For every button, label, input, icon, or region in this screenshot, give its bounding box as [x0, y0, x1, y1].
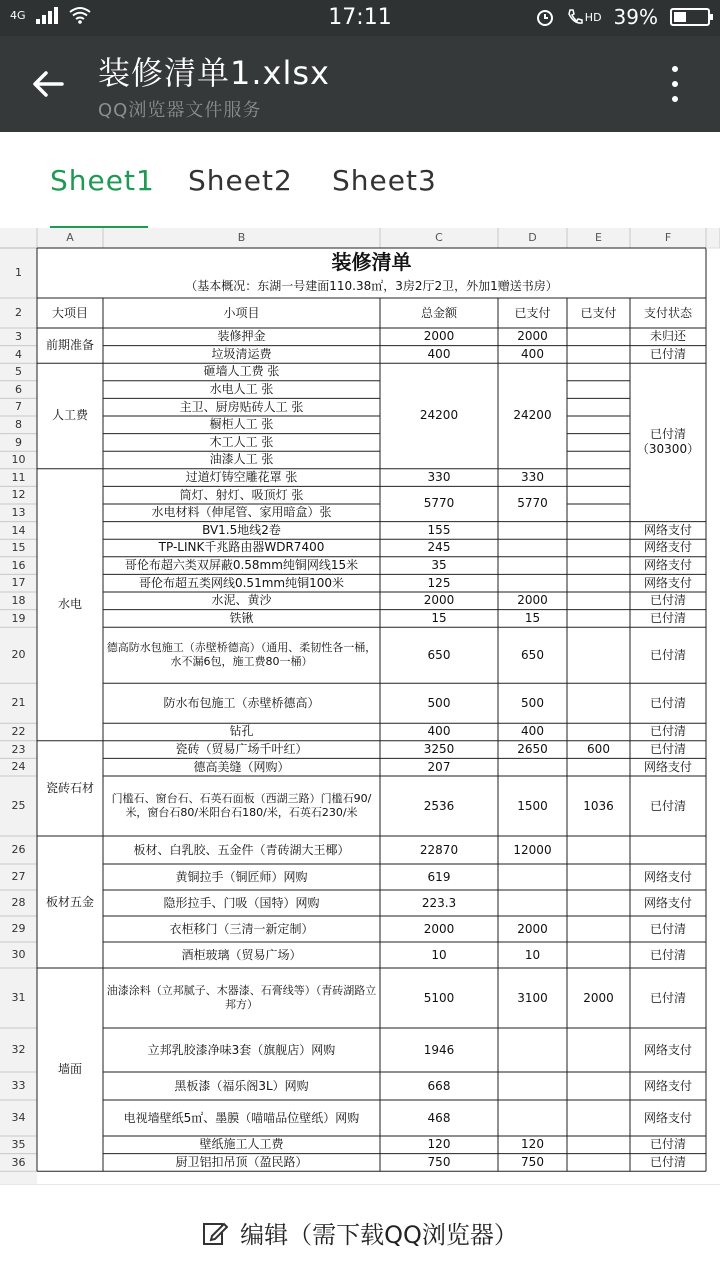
table-cell: 10 [431, 947, 447, 962]
table-cell: 已付清 [649, 798, 686, 813]
phone-icon [567, 8, 583, 26]
row-number: 19 [11, 611, 26, 625]
table-header-cell: 小项目 [223, 305, 260, 320]
row-number: 27 [11, 870, 26, 884]
network-type: 4G [10, 8, 26, 22]
table-cell: 水泥、黄沙 [211, 593, 272, 608]
row-number: 2 [15, 306, 22, 320]
table-cell: 650 [427, 647, 451, 662]
table-cell: 619 [427, 869, 451, 884]
table-cell: 2000 [517, 593, 548, 608]
row-number: 28 [11, 896, 26, 910]
table-cell: 10 [524, 947, 541, 962]
table-cell [567, 346, 630, 364]
file-service-subtitle: QQ浏览器文件服务 [98, 100, 262, 121]
table-cell: 水电人工 张 [209, 382, 274, 397]
battery-percent: 39% [613, 5, 658, 29]
table-cell: 已付清 [649, 724, 686, 739]
table-cell: 已付清 [649, 610, 686, 625]
table-cell [567, 592, 630, 610]
table-cell: 已付清 [649, 695, 686, 710]
table-cell [498, 574, 567, 592]
table-cell: 1500 [517, 798, 548, 813]
merged-cell: 24200 [419, 408, 459, 423]
table-cell [567, 723, 630, 741]
row-number: 33 [11, 1079, 26, 1093]
table-cell [498, 1028, 567, 1072]
table-cell: 2000 [583, 990, 614, 1005]
table-cell [567, 916, 630, 942]
table-cell [498, 890, 567, 916]
table-cell: 水电材料（伸尾管、家用暗盒）张 [151, 505, 332, 520]
table-cell [567, 627, 630, 683]
table-cell: 筒灯、射灯、吸顶灯 张 [179, 487, 304, 502]
sheet-title: 装修清单 [331, 249, 412, 274]
column-header: D [528, 231, 537, 245]
app-bar [0, 36, 720, 132]
table-cell: 35 [431, 558, 447, 573]
table-cell: 油漆涂料（立邦腻子、木器漆、石膏线等）（青砖湖路立邦方） [106, 984, 377, 1011]
row-number: 12 [11, 488, 26, 502]
table-cell: 5100 [423, 990, 455, 1005]
table-cell [567, 1028, 630, 1072]
row-number: 32 [11, 1043, 26, 1057]
clock: 17:11 [328, 5, 392, 30]
table-cell: 330 [521, 470, 544, 485]
edit-label: 编辑（需下载QQ浏览器） [240, 1221, 518, 1249]
table-cell: 主卫、厨房贴砖人工 张 [179, 399, 304, 414]
table-cell [567, 574, 630, 592]
table-cell: 酒柜玻璃（贸易广场） [181, 947, 302, 962]
table-cell: 瓷砖（贸易广场千叶红） [175, 742, 308, 757]
table-cell: 223.3 [421, 895, 457, 910]
table-cell: 德高防水包施工（赤壁桥德高）（通用、柔韧性各一桶，水不漏6包，施工费80一桶） [106, 641, 377, 669]
row-number: 35 [11, 1137, 26, 1151]
row-number: 15 [11, 541, 26, 555]
table-cell [567, 610, 630, 628]
category-cell: 水电 [57, 597, 82, 612]
table-cell: 钻孔 [229, 724, 254, 739]
table-cell: 壁纸施工人工费 [199, 1137, 284, 1152]
table-header-cell: 已支付 [514, 305, 551, 320]
table-cell [498, 539, 567, 557]
table-cell: 网络支付 [643, 869, 692, 884]
table-cell: 黑板漆（福乐阁3L）网购 [174, 1078, 309, 1093]
table-cell: 黄铜拉手（铜匠师）网购 [175, 869, 308, 884]
table-cell [630, 836, 706, 864]
table-cell: 铁锹 [229, 610, 254, 625]
table-cell: 15 [524, 610, 541, 625]
row-number: 26 [11, 843, 26, 857]
table-cell: 防水布包施工（赤壁桥德高） [163, 695, 320, 710]
row-number: 6 [15, 382, 22, 396]
table-cell: 已付清 [649, 647, 686, 662]
table-cell: 网络支付 [643, 540, 692, 555]
table-cell [567, 557, 630, 575]
table-cell: 2000 [423, 921, 455, 936]
table-cell [498, 557, 567, 575]
table-cell: 650 [521, 647, 544, 662]
table-cell: 衣柜移门（三清一新定制） [169, 921, 314, 936]
table-cell: 已付清 [649, 346, 686, 361]
column-header: F [664, 231, 672, 245]
sheet-tabs [0, 132, 720, 230]
table-cell: 15 [431, 610, 447, 625]
hd-label: HD [584, 10, 602, 24]
table-cell: 2650 [517, 742, 548, 757]
table-cell: 400 [427, 724, 451, 739]
table-cell [498, 1100, 567, 1136]
table-cell: 已付清 [649, 1137, 686, 1152]
table-header-cell: 已支付 [580, 305, 617, 320]
tab-sheet1[interactable]: Sheet1 [50, 164, 155, 197]
row-number: 13 [11, 505, 26, 519]
table-cell: 门槛石、窗台石、石英石面板（西湖三路）门槛石90/米，窗台石80/米阳台石180/米，石英石230/米 [111, 792, 372, 819]
column-header: A [66, 231, 74, 245]
row-number: 20 [11, 648, 26, 662]
bottom-bar [0, 1184, 720, 1280]
row-number: 8 [15, 417, 22, 431]
category-cell: 瓷砖石材 [45, 780, 94, 795]
row-number: 24 [11, 760, 26, 774]
table-cell [498, 758, 567, 776]
table-cell: 已付清 [649, 593, 686, 608]
status-right [535, 5, 710, 29]
battery-icon [670, 8, 710, 26]
file-title: 装修清单1.xlsx [98, 54, 330, 92]
table-cell: 22870 [419, 842, 459, 857]
more-menu-icon[interactable] [672, 66, 680, 102]
table-cell: 668 [427, 1078, 451, 1093]
table-cell: 1036 [583, 798, 614, 813]
table-cell: 400 [427, 346, 451, 361]
column-header: B [237, 231, 246, 245]
table-cell: 750 [427, 1154, 451, 1169]
edit-button[interactable] [0, 1215, 720, 1250]
table-cell: 750 [521, 1154, 544, 1169]
row-number: 30 [11, 948, 26, 962]
table-cell: 过道灯铸空雕花罩 张 [185, 470, 298, 485]
table-cell [498, 522, 567, 540]
row-number: 31 [11, 991, 26, 1005]
table-cell [567, 942, 630, 968]
row-number: 5 [15, 365, 22, 379]
table-cell: 橱柜人工 张 [209, 417, 274, 432]
table-cell [567, 539, 630, 557]
table-cell [567, 864, 630, 890]
table-cell: BV1.5地线2卷 [202, 522, 281, 537]
table-cell: 未归还 [649, 329, 686, 344]
table-cell: 砸墙人工费 张 [203, 364, 280, 379]
row-number: 14 [11, 523, 26, 537]
table-cell: 330 [427, 470, 451, 485]
table-cell: 500 [521, 695, 544, 710]
table-cell: 哥伦布超五类网线0.51mm纯铜100米 [138, 575, 344, 590]
table-cell: 已付清 [649, 742, 686, 757]
spreadsheet-grid[interactable] [0, 228, 720, 1184]
merged-cell: 5770 [517, 496, 548, 511]
table-cell: 245 [427, 540, 451, 555]
column-header: E [595, 231, 602, 245]
table-cell: 207 [427, 759, 451, 774]
edit-icon [202, 1220, 228, 1246]
table-cell: 2000 [423, 593, 455, 608]
row-number: 18 [11, 593, 26, 607]
row-number: 17 [11, 576, 26, 590]
table-cell: 立邦乳胶漆净味3套（旗舰店）网购 [147, 1042, 336, 1057]
table-cell: 2000 [517, 329, 548, 344]
table-cell [567, 836, 630, 864]
row-number: 16 [11, 558, 26, 572]
column-header: C [435, 231, 443, 245]
table-cell: TP-LINK千兆路由器WDR7400 [158, 540, 325, 555]
table-cell: 2000 [423, 329, 455, 344]
table-cell: 468 [427, 1110, 451, 1125]
table-cell: 隐形拉手、门吸（国特）网购 [163, 895, 320, 910]
row-number: 11 [11, 470, 26, 484]
table-cell: 网络支付 [643, 1042, 692, 1057]
merged-cell: 5770 [423, 496, 455, 511]
table-cell: 网络支付 [643, 759, 692, 774]
table-header-cell: 总金额 [420, 305, 457, 320]
table-cell: 2000 [517, 921, 548, 936]
table-cell: 德高美缝（网购） [193, 759, 290, 774]
sheet-subtitle: （基本概况：东湖一号建面110.38㎡，3房2厅2卫，外加1赠送书房） [185, 278, 558, 293]
table-header-cell: 支付状态 [643, 305, 692, 320]
row-number: 29 [11, 922, 26, 936]
row-number: 1 [15, 266, 22, 280]
table-cell: 电视墙壁纸5㎡、墨膜（喵喵品位壁纸）网购 [123, 1110, 360, 1125]
table-cell: 120 [427, 1137, 451, 1152]
row-number: 3 [15, 329, 22, 343]
table-cell: 装修押金 [217, 329, 266, 344]
table-cell [567, 328, 630, 346]
table-cell: 垃圾清运费 [211, 346, 272, 361]
category-cell: 板材五金 [45, 894, 94, 909]
table-cell: 油漆人工 张 [209, 452, 274, 467]
row-number: 10 [11, 453, 26, 467]
table-cell: 网络支付 [643, 1110, 692, 1125]
table-cell: 3100 [517, 990, 548, 1005]
table-cell: 已付清 [649, 1154, 686, 1169]
category-cell: 前期准备 [45, 338, 94, 353]
row-number: 22 [11, 725, 26, 739]
table-cell [567, 522, 630, 540]
table-header-cell: 大项目 [51, 305, 88, 320]
table-cell: 12000 [513, 842, 552, 857]
row-number: 4 [15, 347, 22, 361]
row-number: 25 [11, 799, 26, 813]
table-cell [567, 1100, 630, 1136]
battery-fill [674, 12, 686, 22]
table-cell: 400 [521, 724, 544, 739]
table-cell [567, 758, 630, 776]
tab-sheet3[interactable]: Sheet3 [332, 164, 437, 197]
table-cell: 400 [521, 346, 544, 361]
table-cell: 网络支付 [643, 522, 692, 537]
table-cell: 3250 [423, 742, 455, 757]
merged-cell: 已付清 （30300） [636, 427, 700, 457]
table-cell: 1946 [423, 1042, 455, 1057]
table-cell: 600 [587, 742, 610, 757]
table-cell: 网络支付 [643, 1078, 692, 1093]
table-cell [498, 1072, 567, 1100]
table-cell: 125 [427, 575, 451, 590]
table-cell: 已付清 [649, 990, 686, 1005]
table-cell [498, 864, 567, 890]
table-cell: 500 [427, 695, 451, 710]
merged-cell: 24200 [513, 408, 552, 423]
row-number: 23 [11, 742, 26, 756]
table-cell [567, 683, 630, 723]
table-cell [567, 890, 630, 916]
table-cell: 哥伦布超六类双屏蔽0.58mm纯铜网线15米 [124, 558, 359, 573]
alarm-icon [535, 7, 555, 27]
table-cell: 木工人工 张 [209, 434, 274, 449]
table-cell: 板材、白乳胶、五金件（青砖湖大王椰） [133, 842, 350, 857]
row-number: 34 [11, 1111, 26, 1125]
table-cell: 厨卫铝扣吊顶（盈民路） [175, 1154, 308, 1169]
table-cell: 120 [521, 1137, 544, 1152]
table-cell: 网络支付 [643, 575, 692, 590]
table-cell [567, 1154, 630, 1172]
category-cell: 墙面 [57, 1062, 82, 1077]
table-cell: 2536 [423, 798, 455, 813]
category-cell: 人工费 [51, 408, 88, 423]
table-cell: 155 [427, 522, 451, 537]
back-arrow-icon[interactable] [28, 64, 68, 104]
row-number: 7 [15, 400, 22, 414]
table-cell: 已付清 [649, 921, 686, 936]
table-cell [567, 1136, 630, 1154]
status-bar [0, 0, 720, 36]
table-cell: 已付清 [649, 947, 686, 962]
table-cell: 网络支付 [643, 895, 692, 910]
row-number: 21 [11, 696, 26, 710]
hd-call-indicator [567, 8, 602, 26]
tab-sheet2[interactable]: Sheet2 [188, 164, 293, 197]
row-number: 36 [11, 1155, 26, 1169]
table-cell [567, 1072, 630, 1100]
row-number: 9 [15, 435, 22, 449]
table-cell: 网络支付 [643, 558, 692, 573]
